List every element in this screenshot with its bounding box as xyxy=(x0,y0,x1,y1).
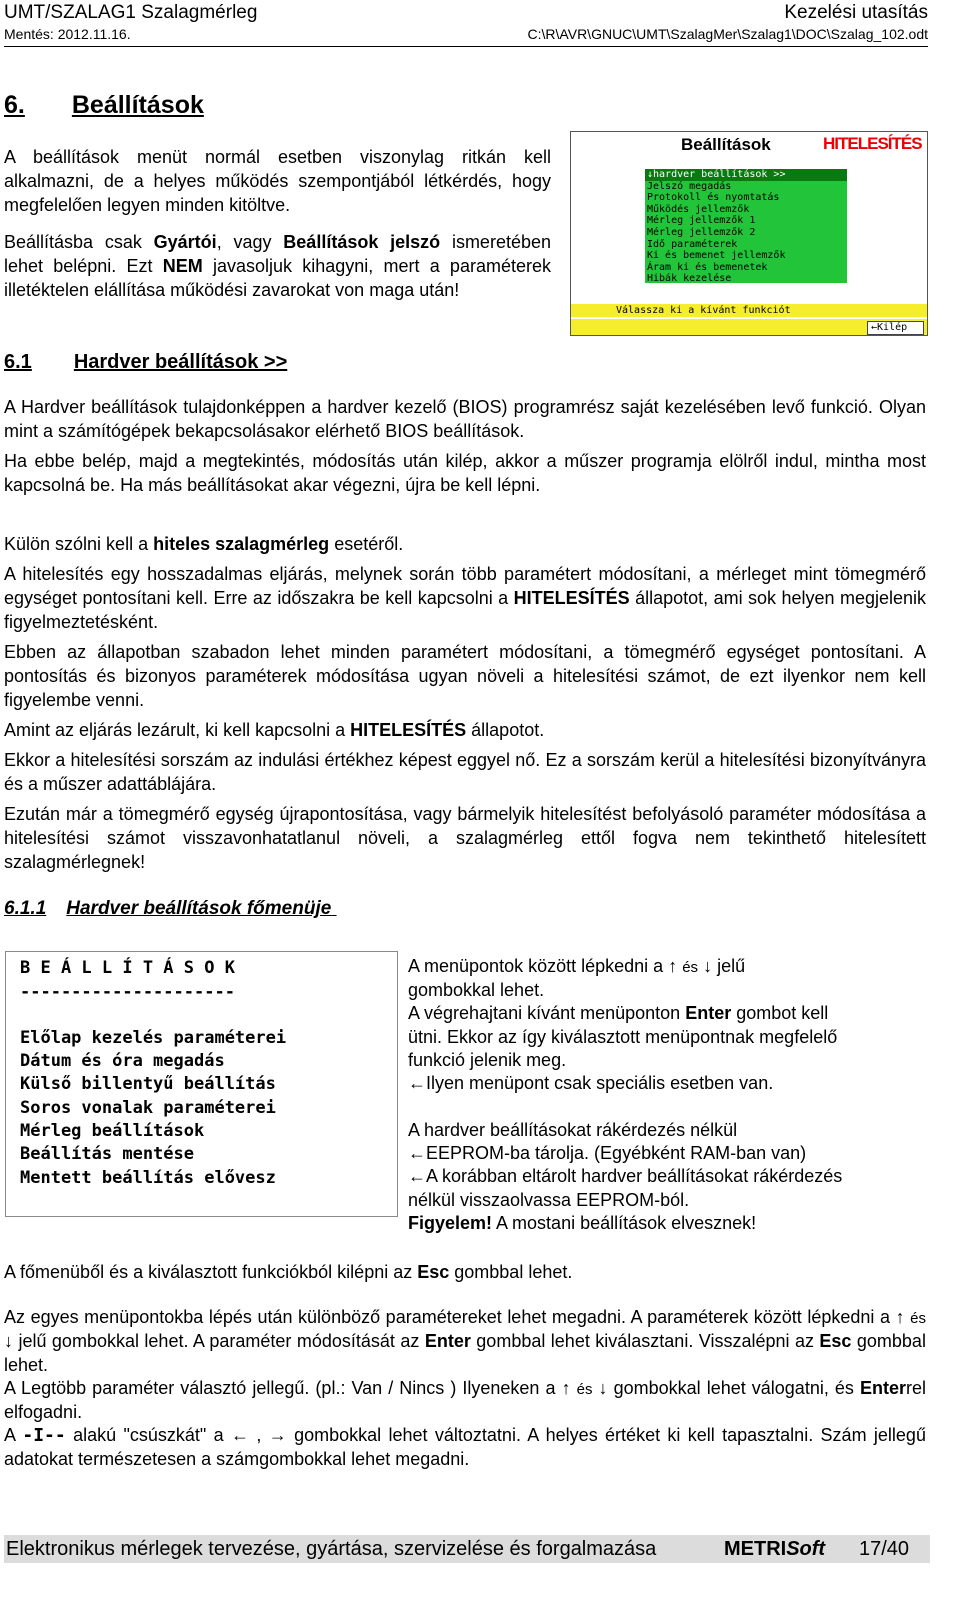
screen-exit-key: ←Kilép xyxy=(867,321,924,335)
section-6-p1: A beállítások menüt normál esetben viszonylag ritkán kell alkalmazni, de a helyes működés szempontjából létkérdés, hogy megfelelően legyen minden kitöltve. xyxy=(4,147,551,216)
screen-menu-item: Ki és bemenet jellemzők xyxy=(647,250,786,262)
section-61-p3: Külön szólni kell a hiteles szalagmérleg esetéről. xyxy=(4,534,404,554)
settings-screen-image xyxy=(570,131,928,336)
section-61-heading: 6.1 Hardver beállítások >> xyxy=(4,351,288,373)
section-611-heading: 6.1.1 Hardver beállítások főmenüje xyxy=(4,898,332,919)
section-61-p4: A hitelesítés egy hosszadalmas eljárás, melynek során több paramétert módosítani, a mérleget mint tömegmérő egységet pontosítani kell. Erre az időszakra be kell kapcsolni a HITELESÍTÉS állapotot, ami sok helyen megjelenik figyelmeztetésként. xyxy=(4,564,926,633)
menu-item: Előlap kezelés paraméterei xyxy=(20,1028,287,1048)
right-arrow-icon: → xyxy=(268,1425,287,1446)
page-footer xyxy=(4,1535,930,1563)
footer-text: Elektronikus mérlegek tervezése, gyártása, szervizelése és forgalmazása xyxy=(6,1538,657,1560)
explain-line-5: funkció jelenik meg. xyxy=(408,1050,567,1070)
slider-sample: -I-- xyxy=(22,1425,66,1447)
section-6-heading xyxy=(4,91,204,120)
screen-menu-item: Idő paraméterek xyxy=(647,238,738,250)
menu-item: Soros vonalak paraméterei xyxy=(20,1098,276,1118)
file-path: C:\R\AVR\GNUC\UMT\SzalagMer\Szalag1\DOC\Szalag_102.odt xyxy=(527,26,928,42)
section-61-p2: Ha ebbe belép, majd a megtekintés, módosítás után kilép, akkor a műszer programja elölről indul, mintha most kapcsolná be. Ha más beállításokat akar végezni, újra be kell lépni. xyxy=(4,451,926,496)
section-61-p7: Ekkor a hitelesítési sorszám az indulási értékhez képest eggyel nő. Ez a sorszám kerül a hitelesítési bizonyítványra és a műszer adattáblájára. xyxy=(4,750,926,795)
screen-menu-item: Hibák kezelése xyxy=(647,273,732,285)
up-arrow-icon: ↑ xyxy=(895,1307,905,1327)
menu-item: Mérleg beállítások xyxy=(20,1121,205,1141)
explain-line-9: ←A korábban eltárolt hardver beállításokat rákérdezés xyxy=(408,1166,843,1186)
section-61-p8: Ezután már a tömegmérő egység újrapontosítása, vagy bármelyik hitelesítést befolyásoló paraméter módosítása a hitelesítési számot visszavonhatatlanul növeli, a szalagmérleg ettől fogva nem tekinthető hitelesített szalagmérlegnek! xyxy=(4,804,926,873)
doc-title: UMT/SZALAG1 Szalagmérleg xyxy=(4,2,258,23)
down-arrow-icon: ↓ xyxy=(703,956,713,976)
screen-menu-item: Áram ki és bemenetek xyxy=(647,261,768,273)
explain-line-11: Figyelem! A mostani beállítások elvesznek! xyxy=(408,1213,757,1233)
screen-menu-item: Mérleg jellemzők 1 xyxy=(647,215,756,227)
explain-line-2: gombokkal lehet. xyxy=(408,980,545,1000)
screen-badge: HITELESÍTÉS xyxy=(823,134,922,153)
explain-line-7: A hardver beállításokat rákérdezés nélkül xyxy=(408,1120,738,1140)
explain-line-6: ←Ilyen menüpont csak speciális esetben van. xyxy=(408,1073,774,1093)
up-arrow-icon: ↑ xyxy=(561,1377,571,1398)
explain-line-3: A végrehajtani kívánt menüponton Enter gombot kell xyxy=(408,1003,829,1023)
down-arrow-icon: ↓ xyxy=(598,1377,608,1398)
screen-menu-item: Protokoll és nyomtatás xyxy=(647,192,780,204)
explain-line-4: ütni. Ekkor az így kiválasztott menüpontnak megfelelő xyxy=(408,1027,838,1047)
params-paragraph: Az egyes menüpontokba lépés után különböző paramétereket lehet megadni. A paraméterek között lépkedni a ↑ és ↓ jelű gombokkal lehet. A paraméter módosítását az Enter gombbal lehet kiválasztani. Visszalépni az Esc gombbal lehet. A Legtöbb paraméter választó jellegű. (pl.: Van / Nincs ) Ilyeneken a ↑ és ↓ gombokkal lehet válogatni, és Enterrel elfogadni. A -I-- alakú "csúszkát" a ← , → gombokkal lehet változtatni. A helyes értéket ki kell tapasztalni. Szám jellegű adatokat természetesen a számgombokkal lehet megadni. xyxy=(4,1307,926,1469)
esc-paragraph: A főmenüből és a kiválasztott funkciókból kilépni az Esc gombbal lehet. xyxy=(4,1262,573,1282)
screen-menu-item: ↓hardver beállítások >> xyxy=(645,169,847,181)
page-number: 17/40 xyxy=(859,1538,910,1560)
left-arrow-icon: ← xyxy=(231,1425,250,1446)
hardware-menu-box xyxy=(5,951,398,1217)
explain-line-1: A menüpontok között lépkedni a ↑ és ↓ jelű xyxy=(408,956,746,976)
section-61-p1: A Hardver beállítások tulajdonképpen a hardver kezelő (BIOS) programrész saját kezelésében levő funkció. Olyan mint a számítógépek bekapcsolásakor elérhető BIOS beállítások. xyxy=(4,397,926,442)
section-61-p5: Ebben az állapotban szabadon lehet minden paramétert módosítani, a tömegmérő egységet pontosítani. A pontosítás és bizonyos paraméterek módosítása ugyan növeli a hitelesítési számot, de ezt ilyenkor nem kell figyelembe venni. xyxy=(4,642,926,711)
menu-item: Külső billentyű beállítás xyxy=(20,1074,276,1094)
screen-menu xyxy=(645,169,847,283)
up-arrow-icon: ↑ xyxy=(668,956,678,976)
down-arrow-icon: ↓ xyxy=(4,1331,13,1352)
screen-menu-item: Mérleg jellemzők 2 xyxy=(647,226,756,238)
save-date: Mentés: 2012.11.16. xyxy=(4,26,131,42)
menu-item: Mentett beállítás elővesz xyxy=(20,1168,276,1188)
section-61-p6: Amint az eljárás lezárult, ki kell kapcsolni a HITELESÍTÉS állapotot. xyxy=(4,720,545,740)
screen-menu-item: Jelszó megadás xyxy=(647,180,732,192)
explain-line-10: nélkül visszaolvassa EEPROM-ból. xyxy=(408,1190,690,1210)
explain-line-8: ←EEPROM-ba tárolja. (Egyébként RAM-ban van) xyxy=(408,1143,807,1163)
section-6-title: Beállítások xyxy=(71,91,204,119)
menu-box-title: B E Á L L Í T Á S O K xyxy=(20,958,235,978)
menu-item: Dátum és óra megadás xyxy=(20,1051,225,1071)
screen-bottom-bar xyxy=(571,319,927,335)
section-6-number: 6. xyxy=(4,91,25,119)
screen-menu-item: Működés jellemzők xyxy=(647,203,750,215)
menu-item: Beállítás mentése xyxy=(20,1144,194,1164)
screen-status-bar: Válassza ki a kívánt funkciót xyxy=(571,304,927,317)
section-6-p2: Beállításba csak Gyártói, vagy Beállítások jelszó ismeretében lehet belépni. Ezt NEM javasoljuk kihagyni, mert a paraméterek illetéktelen elállítása működési zavarokat von maga után! xyxy=(4,232,551,301)
footer-brand: METRISoft xyxy=(724,1538,826,1560)
header-rule xyxy=(4,46,928,47)
doc-type: Kezelési utasítás xyxy=(784,2,928,23)
screen-title: Beállítások xyxy=(681,135,771,154)
menu-box-divider: --------------------- xyxy=(20,982,235,1002)
